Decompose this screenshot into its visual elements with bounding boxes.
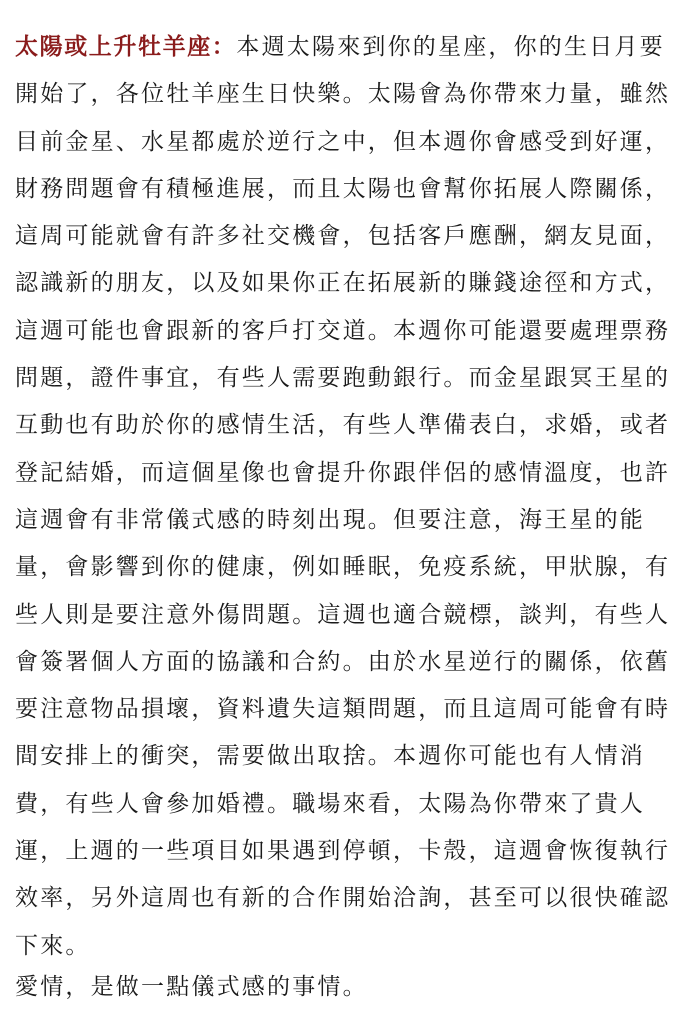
sign-heading: 太陽或上升牡羊座： (15, 34, 237, 60)
horoscope-article (15, 28, 679, 1006)
article-line: 財務問題會有積極進展，而且太陽也會幫你拓展人際關係， (15, 175, 671, 202)
article-line: 登記結婚，而這個星像也會提升你跟伴侶的感情溫度，也許 (15, 459, 671, 486)
article-body (15, 28, 679, 974)
article-line-text: 本週太陽來到你的星座，你的生日月要 (236, 34, 665, 60)
article-line: 這週可能也會跟新的客戶打交道。本週你可能還要處理票務 (15, 317, 671, 344)
closing-line: 愛情，是做一點儀式感的事情。 (15, 973, 368, 1000)
article-line: 下來。 (15, 932, 91, 959)
article-line: 互動也有助於你的感情生活，有些人準備表白，求婚，或者 (15, 412, 671, 439)
article-line: 目前金星、水星都處於逆行之中，但本週你會感受到好運， (15, 128, 671, 155)
article-line: 開始了，各位牡羊座生日快樂。太陽會為你帶來力量，雖然 (15, 81, 671, 108)
article-line: 這周可能就會有許多社交機會，包括客戶應酬，網友見面， (15, 223, 671, 250)
article-line: 費，有些人會參加婚禮。職場來看，太陽為你帶來了貴人 (15, 790, 645, 817)
article-line: 會簽署個人方面的協議和合約。由於水星逆行的關係，依舊 (15, 648, 671, 675)
article-line: 問題，證件事宜，有些人需要跑動銀行。而金星跟冥王星的 (15, 365, 671, 392)
article-line: 量，會影響到你的健康，例如睡眠，免疫系統，甲狀腺，有 (15, 554, 671, 581)
article-line: 認識新的朋友，以及如果你正在拓展新的賺錢途徑和方式， (15, 270, 671, 297)
article-line: 間安排上的衝突，需要做出取捨。本週你可能也有人情消 (15, 743, 645, 770)
article-line: 些人則是要注意外傷問題。這週也適合競標，談判，有些人 (15, 601, 671, 628)
article-line: 要注意物品損壞，資料遺失這類問題，而且這周可能會有時 (15, 696, 671, 723)
article-line: 運，上週的一些項目如果遇到停頓，卡殼，這週會恢復執行 (15, 838, 671, 865)
article-line: 效率，另外這周也有新的合作開始洽詢，甚至可以很快確認 (15, 885, 671, 912)
article-line: 這週會有非常儀式感的時刻出現。但要注意，海王星的能 (15, 506, 645, 533)
article-line (15, 28, 679, 75)
